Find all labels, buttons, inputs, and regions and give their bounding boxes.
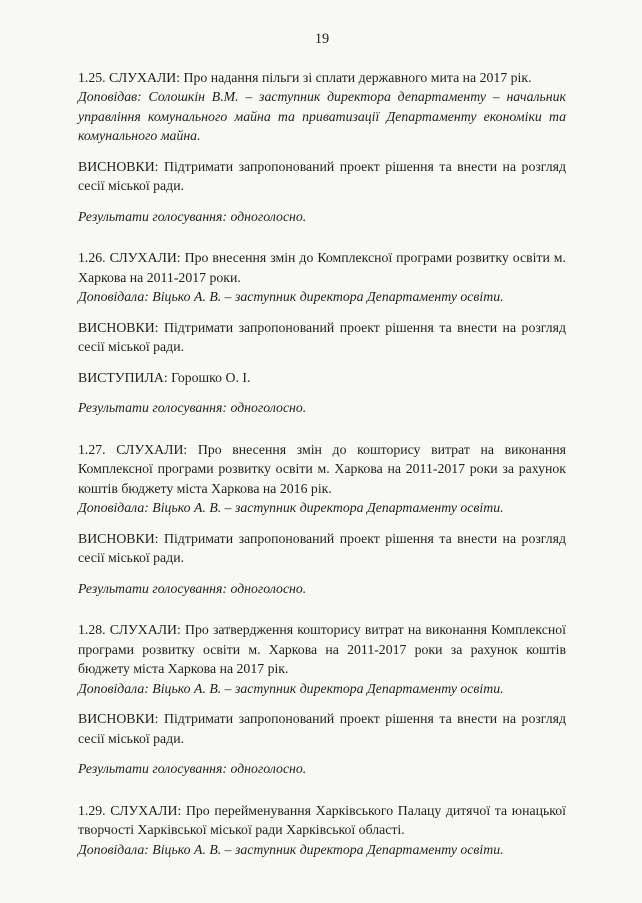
reporter-line: Доповідала: Віцько А. В. – заступник директора Департаменту освіти. [78, 841, 504, 857]
conclusions-paragraph: ВИСНОВКИ: Підтримати запропонований проект рішення та внести на розгляд сесії міської ради. [78, 319, 566, 354]
agenda-item-1-27 [78, 440, 566, 599]
voting-result-line: Результати голосування: одноголосно. [78, 580, 307, 596]
conclusions-paragraph: ВИСНОВКИ: Підтримати запропонований проект рішення та внести на розгляд сесії міської ради. [78, 530, 566, 565]
voting-result-line: Результати голосування: одноголосно. [78, 761, 307, 776]
agenda-item-1-28 [78, 620, 566, 779]
conclusions-paragraph: ВИСНОВКИ: Підтримати запропонований проект рішення та внести на розгляд сесії міської ради. [78, 711, 566, 746]
conclusions-paragraph: ВИСНОВКИ: Підтримати запропонований проект рішення та внести на розгляд сесії міської ради. [78, 158, 566, 193]
item-heading: 1.28. СЛУХАЛИ: Про затвердження кошторису витрат на виконання Комплексної програми розвитку освіти м. Харкова на 2011-2017 роки за рахунок коштів бюджету міста Харкова на 2017 рік. [78, 622, 566, 676]
item-heading: 1.27. СЛУХАЛИ: Про внесення змін до кошторису витрат на виконання Комплексної програми розвитку освіти м. Харкова на 2011-2017 роки за рахунок коштів бюджету міста Харкова на 2016 рік. [78, 441, 566, 496]
reporter-line: Доповідав: Солошкін В.М. – заступник директора департаменту – начальник управління комунального майна та приватизації Департаменту економіки та комунального майна. [78, 89, 566, 143]
item-heading: 1.29. СЛУХАЛИ: Про перейменування Харківського Палацу дитячої та юнацької творчості Харківської міської ради Харківської області. [78, 802, 566, 837]
agenda-item-1-29 [78, 801, 566, 860]
voting-result-line: Результати голосування: одноголосно. [78, 400, 307, 415]
page-number: 19 [314, 31, 330, 47]
item-heading: 1.25. СЛУХАЛИ: Про надання пільги зі сплати державного мита на 2017 рік. [78, 69, 532, 85]
agenda-item-1-25 [78, 68, 566, 227]
reporter-line: Доповідала: Віцько А. В. – заступник директора Департаменту освіти. [78, 680, 504, 696]
speaker-line: ВИСТУПИЛА: Горошко О. І. [78, 369, 251, 385]
reporter-line: Доповідала: Віцько А. В. – заступник директора Департаменту освіти. [78, 500, 504, 515]
voting-result-line: Результати голосування: одноголосно. [78, 208, 307, 224]
agenda-item-1-26 [78, 248, 566, 418]
reporter-line: Доповідала: Віцько А. В. – заступник директора Департаменту освіти. [78, 289, 504, 304]
item-heading: 1.26. СЛУХАЛИ: Про внесення змін до Комплексної програми розвитку освіти м. Харкова на 2011-2017 роки. [78, 250, 566, 285]
